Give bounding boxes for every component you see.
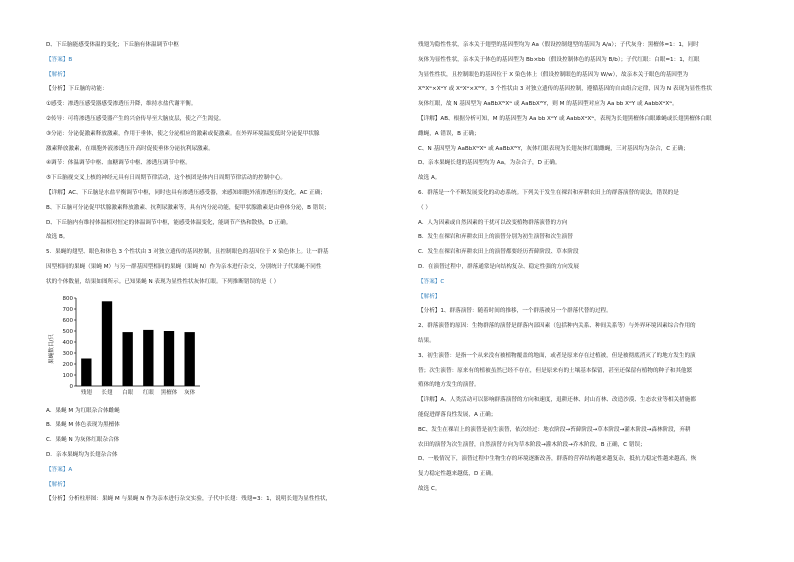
section-tag: 【解析】	[46, 481, 69, 488]
text-line: B．发生在裸岩和弃耕农田上的演替分别为初生演替和次生演替	[418, 234, 573, 241]
text-line: 替；次生演替：原来有的植被虽然已经不存在，但是原来有的土壤基本保留，甚至还保留有植物的种子和其他繁	[418, 367, 693, 374]
text-line: 2、群落演替的原因：生物群落的演替是群落内部因素（包括种内关系、种间关系等）与外界环境因素综合作用的	[418, 323, 696, 330]
x-tick-label: 长翅	[101, 389, 113, 396]
x-tick-label: 红眼	[142, 389, 154, 396]
right-text	[418, 38, 758, 497]
x-tick-label: 残翅	[80, 389, 92, 396]
text-line: D、一般情况下，演替过程中生物生存的环境逐渐改善，群落的营养结构越来越复杂，抵抗力稳定性越来越高，恢	[418, 456, 697, 463]
y-tick-label: 300	[62, 350, 73, 357]
y-tick-label: 100	[62, 372, 73, 379]
bar	[102, 301, 112, 386]
text-line: C．果蝇 N 为灰体红眼杂合体	[46, 437, 120, 444]
y-tick-label: 600	[62, 317, 73, 324]
left-column	[46, 38, 386, 507]
text-line: BC、发生在裸岩上的演替是初生演替，依次经过：地衣阶段→苔藓阶段→草本阶段→灌木阶段→森林阶段，弃耕	[418, 426, 691, 433]
text-line: 故选 C。	[418, 485, 441, 492]
bar	[123, 332, 133, 386]
text-line: 【详解】AC、下丘脑是水盐平衡调节中枢，同时也具有渗透压感受器，来感知细胞外液渗透压的变化，AC 正确；	[46, 189, 326, 196]
text-line: 结果。	[418, 337, 435, 344]
text-line: ④调节：体温调节中枢、血糖调节中枢、渗透压调节中枢。	[46, 160, 191, 167]
bar	[143, 329, 153, 385]
chart-svg	[46, 292, 206, 400]
y-tick-label: 700	[62, 306, 73, 313]
right-column	[418, 38, 758, 497]
text-line: ②传导：可将渗透压感受器产生的兴奋传导至大脑皮层，使之产生渴觉。	[46, 115, 225, 122]
y-tick-label: 0	[69, 383, 73, 390]
text-line: C、N 基因型为 AaBbXᵂXʷ 或 AaBbXᵂY，灰体红眼表现为长翅灰体红眼雌蝇，三对基因均为杂合，C 正确；	[418, 145, 689, 152]
section-tag: 【解析】	[46, 71, 69, 78]
left-text-bottom	[46, 404, 386, 508]
y-tick-label: 500	[62, 328, 73, 335]
section-tag: 【答案】A	[46, 466, 73, 473]
text-line: B．果蝇 M 体色表现为黑檀体	[46, 422, 120, 429]
text-line: 能促进群落良性发展，A 正确；	[418, 411, 497, 418]
text-line: 故选 B。	[46, 234, 69, 241]
text-line: （ ）	[418, 204, 431, 211]
section-tag: 【答案】C	[418, 278, 445, 285]
text-line: D、亲本果蝇长翅的基因型均为 Aa，为杂合子，D 正确。	[418, 160, 561, 167]
x-tick-label: 灰体	[184, 389, 196, 396]
section-tag: 【答案】B	[46, 56, 73, 63]
text-line: D、下丘脑能感受体温的变化；下丘脑有体温调节中枢	[46, 42, 179, 48]
y-tick-label: 800	[62, 295, 73, 302]
text-line: 为显性性状，且控制眼色的基因位于 X 染色体上（假设控制眼色的基因为 W/w），故亲本关于眼色的基因型为	[418, 71, 689, 78]
text-line: B、下丘脑可分泌促甲状腺激素释放激素、抗利尿激素等，具有内分泌功能，促甲状腺激素是由垂体分泌，B 错误；	[46, 204, 330, 211]
text-line: 灰体为显性性状，亲本关于体色的基因型为 Bb×bb（假设控制体色的基因为 B/b）；子代红眼：白眼=1：1，红眼	[418, 56, 700, 63]
x-tick-label: 白眼	[122, 389, 134, 396]
text-line: 复力稳定性越来越低，D 正确。	[418, 471, 497, 478]
text-line: C．发生在裸岩和弃耕农田上的演替都要经历苔藓阶段、草本阶段	[418, 249, 579, 256]
text-line: 灰体红眼，故 N 基因型为 AaBbXᵂXʷ 或 AaBbXᵂY，则 M 的基因型对应为 Aa bb XʷY 或 AabbXʷXʷ。	[418, 101, 678, 108]
text-line: 【分析】下丘脑的功能：	[46, 86, 108, 93]
text-line: A．果蝇 M 为红眼杂合体雌蝇	[46, 407, 120, 414]
text-line: 状的个体数量，结果如图所示。已知果蝇 N 表现为显性性状灰体红眼。下列推断错误的是（ ）	[46, 278, 280, 285]
text-line: D．亲本果蝇均为长翅杂合体	[46, 451, 118, 458]
y-tick-label: 400	[62, 339, 73, 346]
chart-y-axis-label: 果蝇数目/只	[49, 333, 55, 364]
text-line: A．人为因素或自然因素的干扰可以改变植物群落演替的方向	[418, 219, 568, 226]
text-line: 残翅为隐性性状，亲本关于翅型的基因型均为 Aa（假设控制翅型的基因为 A/a）；子代灰身：黑檀体=1：1，同时	[418, 42, 699, 48]
left-text-top	[46, 38, 386, 290]
text-line: ①感受：渗透压感受器感受渗透压升降，维持水盐代谢平衡。	[46, 101, 197, 108]
text-line: 【分析】分析柱形图：果蝇 M 与果蝇 N 作为亲本进行杂交实验，子代中长翅：残翅=3：1，说明长翅为显性性状，	[46, 496, 332, 503]
text-line: 3、初生演替：是指一个从来没有被植物覆盖的地面，或者是原来存在过植被，但是被彻底消灭了的地方发生的演	[418, 352, 696, 359]
text-line: 6．群落是一个不断发展变化的动态系统。下列关于发生在裸岩和弃耕农田上的群落演替的说法，错误的是	[418, 189, 679, 196]
text-line: 【详解】AB、根据分析可知，M 的基因型为 Aa bb XʷY 或 AabbXʷXʷ，表现为长翅黑檀体白眼雄蝇或长翅黑檀体白眼	[418, 115, 712, 122]
bar-chart	[46, 292, 206, 400]
bar	[164, 331, 174, 386]
bar	[81, 358, 91, 386]
text-line: 激素释放激素，在细胞外液渗透压升高时促使垂体分泌抗利尿激素。	[46, 145, 214, 152]
text-line: 【分析】1、群落演替：随着时间的推移，一个群落被另一个群落代替的过程。	[418, 308, 612, 315]
text-line: 农田的演替为次生演替，自然演替方向为草本阶段→灌木阶段→乔木阶段，B 正确，C 错误；	[418, 441, 646, 448]
text-line: 雌蝇，A 错误，B 正确；	[418, 130, 480, 137]
text-line: XᵂXʷ×XʷY 或 XʷXʷ×XᵂY。3 个性状由 3 对独立遗传的基因控制，遵循基因的自由组合定律，因为 N 表现为显性性状	[418, 86, 713, 93]
text-line: 5．果蝇的翅型、眼色和体色 3 个性状由 3 对独立遗传的基因控制，且控制眼色的基因位于 X 染色体上。让一群基	[46, 249, 329, 256]
text-line: ③分泌：分泌促激素释放激素，作用于垂体，使之分泌相应的激素或促激素。在外界环境温度低时分泌促甲状腺	[46, 130, 320, 137]
text-line: 因型相同的果蝇（果蝇 M）与另一群基因型相同的果蝇（果蝇 N）作为亲本进行杂交，分别统计子代果蝇不同性	[46, 263, 322, 270]
bar	[185, 332, 195, 386]
text-line: ⑤下丘脑视交叉上核的神经元具有日周期节律活动，这个核团是体内日周期节律活动的控制中心。	[46, 175, 286, 182]
text-line: 【详解】A、人类活动可以影响群落演替的方向和速度，退耕还林、封山育林、改造沙漠、生态农业等相关措施都	[418, 397, 696, 404]
text-line: D．在演替过程中，群落通常是向结构复杂、稳定性强的方向发展	[418, 263, 579, 270]
y-tick-label: 200	[62, 361, 73, 368]
text-line: 殖体的地方发生的演替。	[418, 382, 480, 389]
section-tag: 【解析】	[418, 293, 441, 300]
text-line: D、下丘脑内有维持体温相对恒定的体温调节中枢，能感受体温变化，能调节产热和散热，D 正确。	[46, 219, 292, 226]
text-line: 故选 A。	[418, 175, 441, 182]
x-tick-label: 黑檀体	[160, 389, 178, 396]
